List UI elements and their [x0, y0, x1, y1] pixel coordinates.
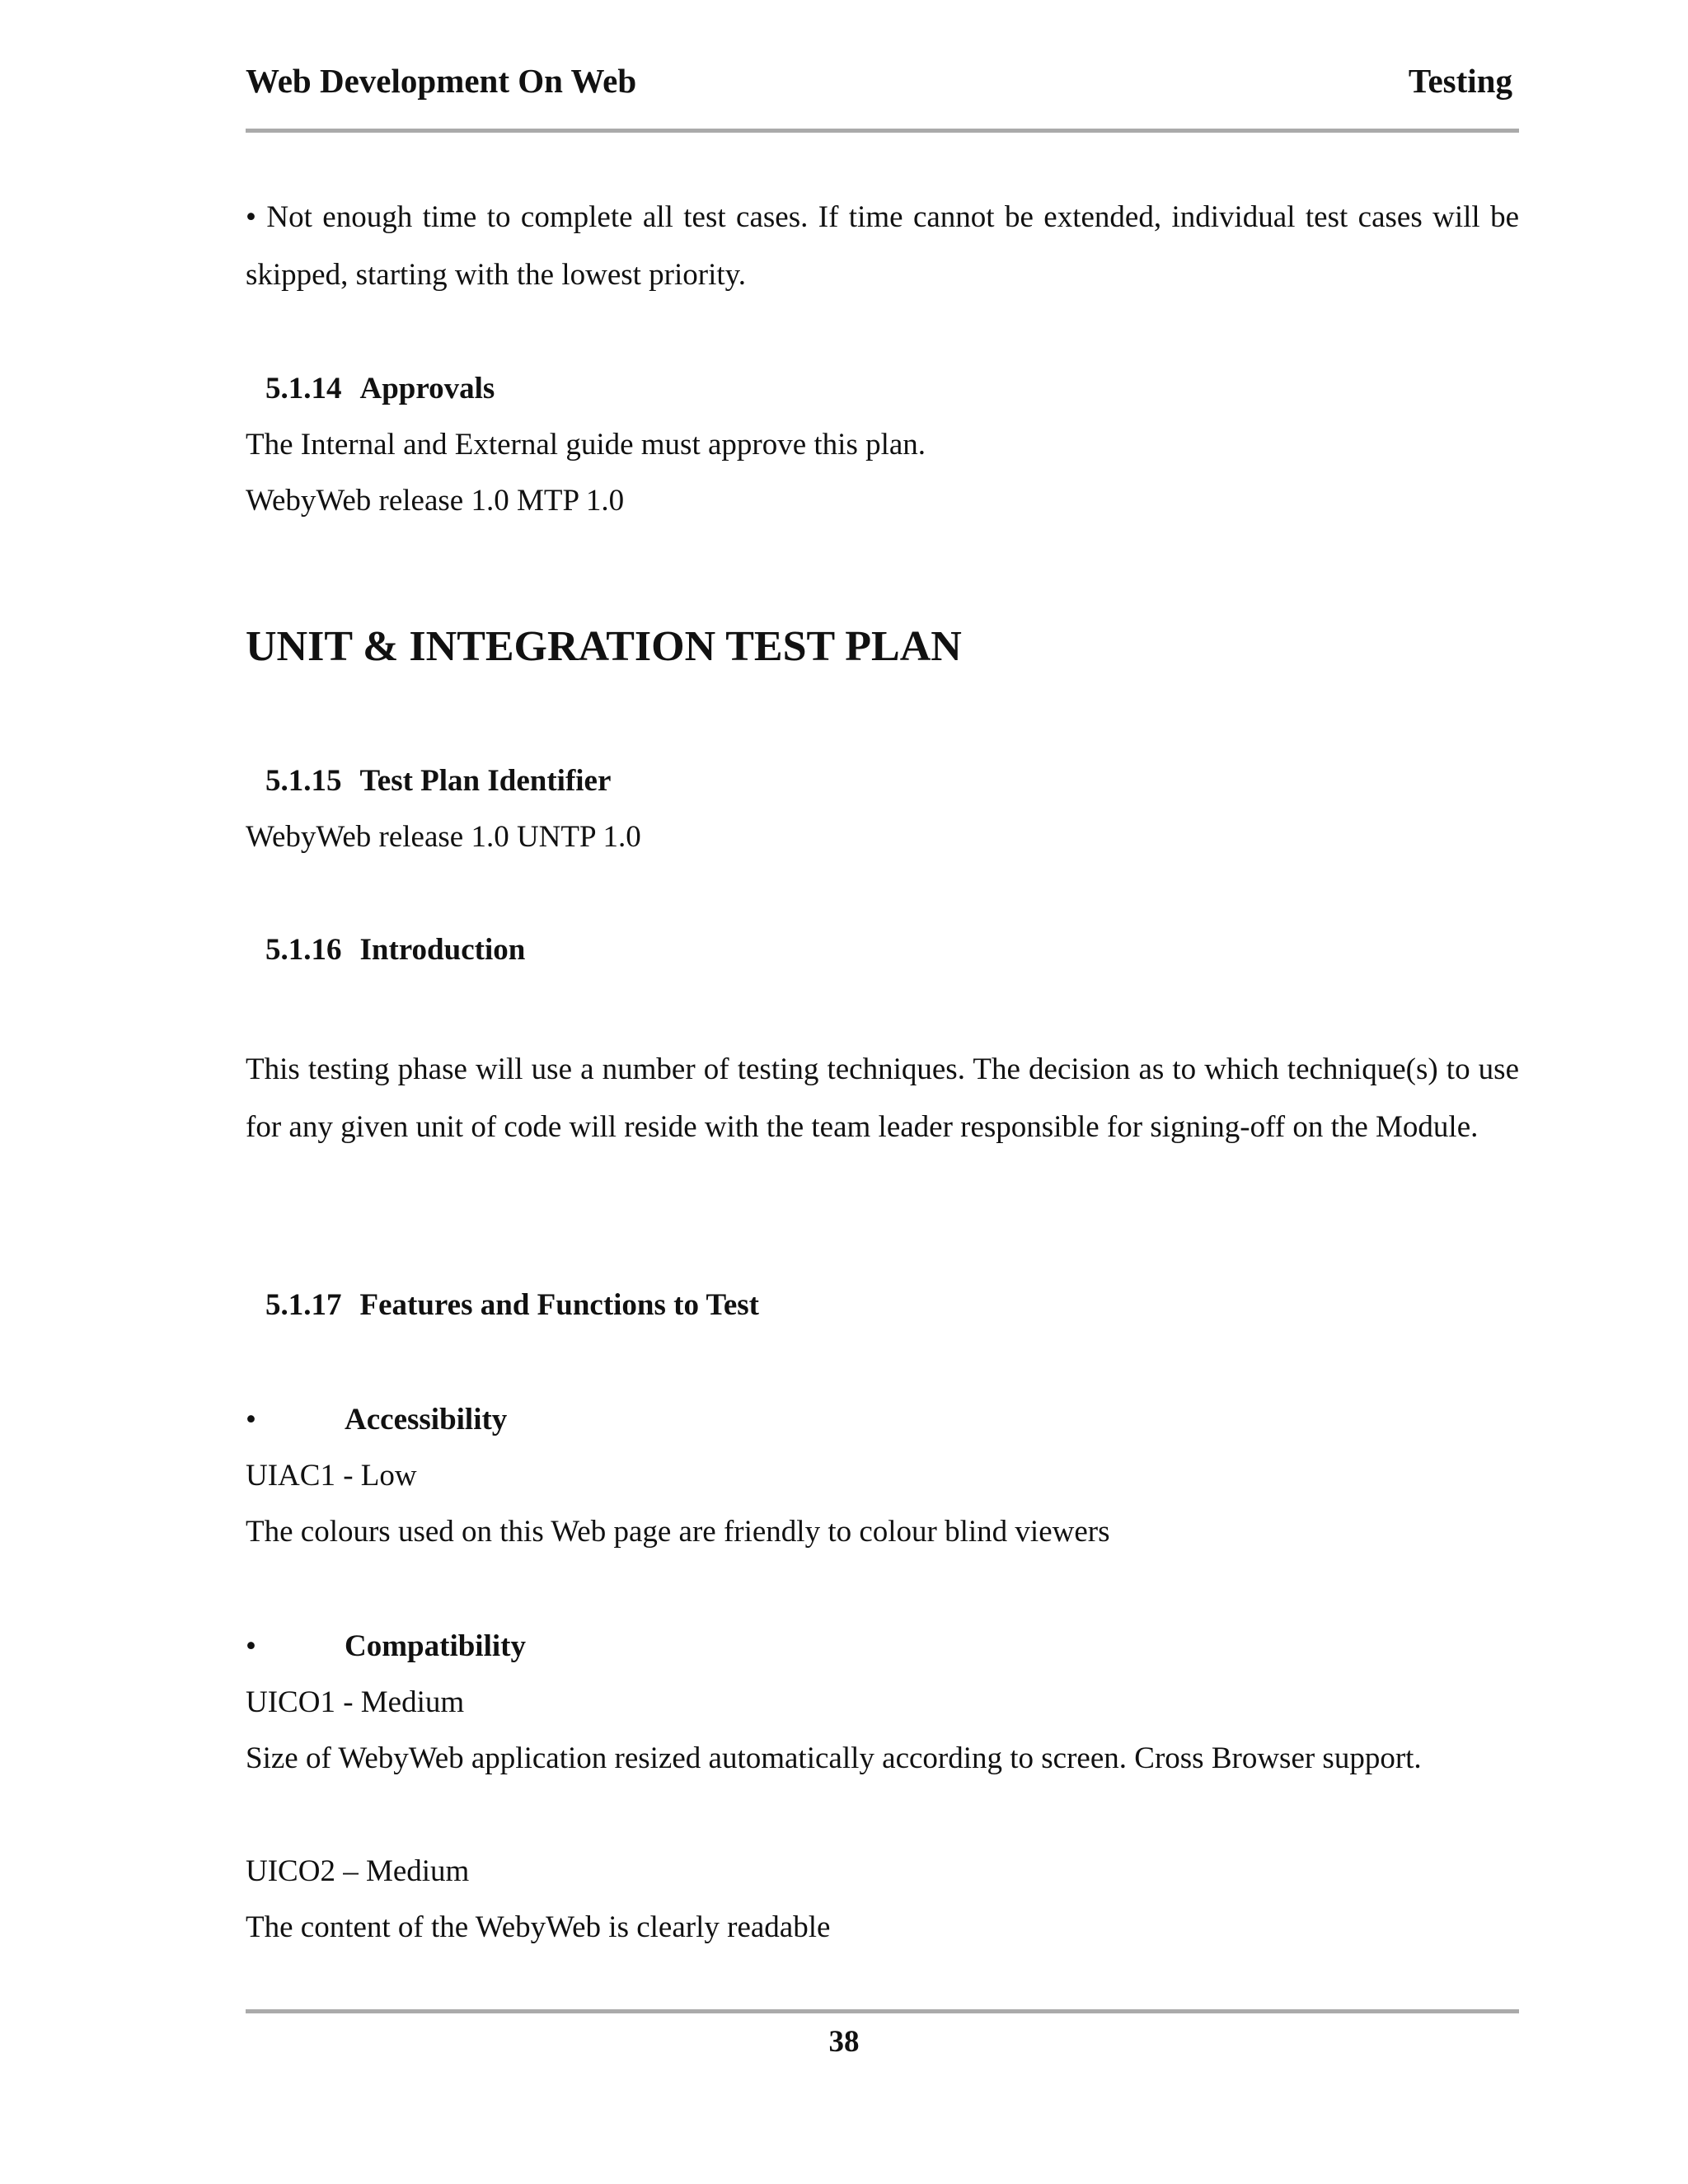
section-number: 5.1.14	[265, 372, 342, 405]
section-title: Test Plan Identifier	[359, 764, 612, 798]
main-heading: UNIT & INTEGRATION TEST PLAN	[246, 623, 962, 670]
section-number: 5.1.17	[265, 1288, 342, 1322]
approvals-line-2: WebyWeb release 1.0 MTP 1.0	[246, 484, 625, 518]
section-title: Features and Functions to Test	[359, 1288, 759, 1322]
compatibility-code-1: UICO1 - Medium	[246, 1685, 465, 1719]
section-number: 5.1.16	[265, 933, 342, 967]
bullet-icon: •	[246, 1403, 256, 1436]
accessibility-code: UIAC1 - Low	[246, 1459, 417, 1493]
feature-accessibility	[246, 1399, 507, 1441]
risk-bullet-text: Not enough time to complete all test cases. If time cannot be extended, individual test cases will be skipped, starting with the lowest priority.	[246, 200, 1520, 292]
page-number: 38	[828, 2025, 860, 2059]
introduction-paragraph: This testing phase will use a number of testing techniques. The decision as to which technique(s) to use for any given unit of code will reside with the team leader responsible for signing-off on the Module.	[246, 1052, 1519, 1144]
section-heading-introduction	[265, 929, 525, 972]
risk-bullet-paragraph	[246, 189, 1519, 304]
section-heading-approvals	[265, 368, 495, 410]
section-heading-identifier	[265, 760, 611, 803]
identifier-line: WebyWeb release 1.0 UNTP 1.0	[246, 820, 641, 854]
header-rule	[246, 129, 1519, 133]
compatibility-description-1: Size of WebyWeb application resized automatically according to screen. Cross Browser support.	[246, 1741, 1422, 1775]
compatibility-description-2: The content of the WebyWeb is clearly readable	[246, 1910, 831, 1944]
section-title: Approvals	[359, 372, 495, 405]
section-heading-features	[265, 1284, 759, 1327]
compatibility-code-2: UICO2 – Medium	[246, 1854, 470, 1888]
feature-compatibility	[246, 1625, 526, 1668]
section-number: 5.1.15	[265, 764, 342, 798]
running-header-section: Testing	[1408, 62, 1512, 100]
section-title: Introduction	[359, 933, 526, 967]
footer-rule	[246, 2009, 1519, 2013]
feature-title: Compatibility	[345, 1629, 526, 1663]
running-header-title: Web Development On Web	[246, 62, 637, 100]
feature-title: Accessibility	[345, 1403, 508, 1436]
accessibility-description: The colours used on this Web page are friendly to colour blind viewers	[246, 1515, 1110, 1549]
bullet-icon: •	[246, 1629, 256, 1663]
approvals-line-1: The Internal and External guide must approve this plan.	[246, 428, 926, 462]
bullet-icon: •	[246, 200, 256, 234]
